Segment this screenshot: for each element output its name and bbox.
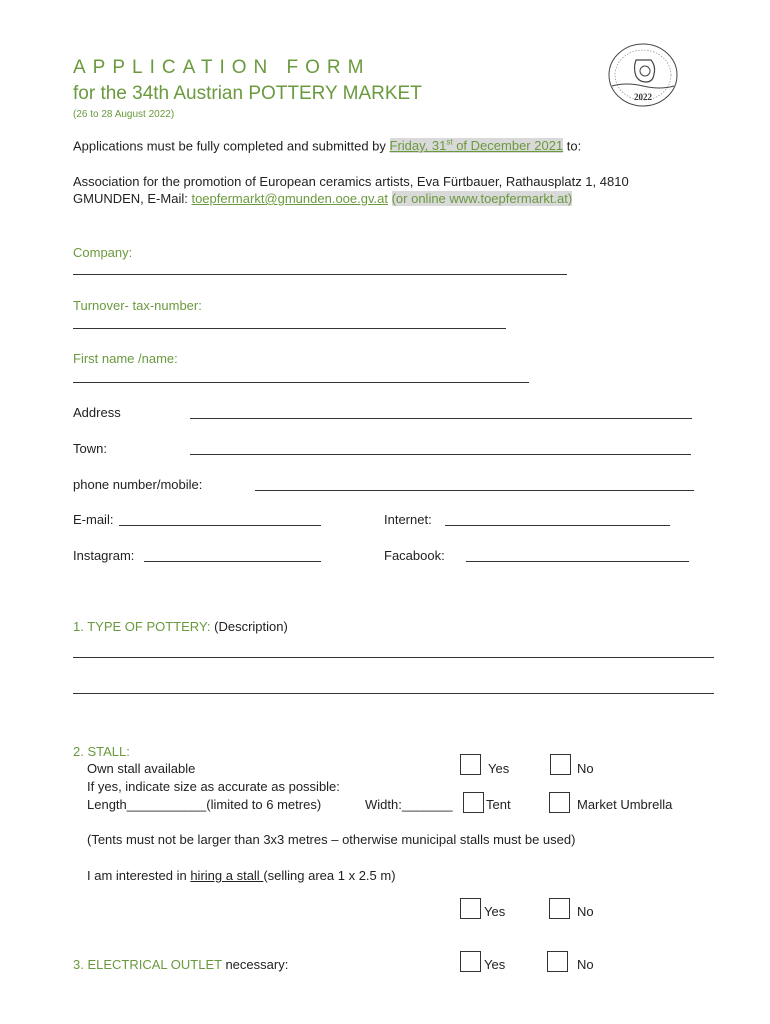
size-note: If yes, indicate size as accurate as possible: [87,779,340,794]
name-field[interactable] [73,382,529,383]
facebook-field[interactable] [466,561,689,562]
umbrella-checkbox[interactable] [549,792,570,813]
facebook-label: Facabook: [384,548,445,563]
own-stall-no-checkbox[interactable] [550,754,571,775]
company-field[interactable] [73,274,567,275]
association-address-line1: Association for the promotion of European ceramics artists, Eva Fürtbauer, Rathausplatz 1, 4810 [73,174,629,189]
tent-checkbox[interactable] [463,792,484,813]
association-address-line2: GMUNDEN, E-Mail: toepfermarkt@gmunden.ooe.gv.at (or online www.toepfermarkt.at) [73,191,573,206]
deadline-date: Friday, 31st of December 2021 [389,138,564,154]
hire-stall-yes-label: Yes [484,904,506,919]
email-link[interactable]: toepfermarkt@gmunden.ooe.gv.at [191,191,388,206]
name-label: First name /name: [73,351,178,366]
stall-heading: 2. STALL: [73,744,130,759]
own-stall-yes-checkbox[interactable] [460,754,481,775]
electrical-yes-checkbox[interactable] [460,951,481,972]
hire-stall-no-label: No [577,904,594,919]
internet-field[interactable] [445,525,670,526]
electrical-no-label: No [577,957,594,972]
tent-label: Tent [486,797,511,812]
town-field[interactable] [190,454,691,455]
hire-stall-text: I am interested in hiring a stall (selling area 1 x 2.5 m) [87,868,396,883]
electrical-yes-label: Yes [484,957,506,972]
logo-year: 2022 [634,92,652,102]
own-stall-no-label: No [577,761,594,776]
form-title: APPLICATION FORM [73,57,371,78]
online-link[interactable]: (or online www.toepfermarkt.at) [391,191,573,206]
address-label: Address [73,405,121,420]
instagram-field[interactable] [144,561,321,562]
electrical-no-checkbox[interactable] [547,951,568,972]
tax-number-label: Turnover- tax-number: [73,298,202,313]
hire-stall-no-checkbox[interactable] [549,898,570,919]
phone-label: phone number/mobile: [73,477,203,492]
town-label: Town: [73,441,107,456]
width-field[interactable]: Width:_______ [365,797,453,812]
email-label: E-mail: [73,512,114,527]
pottery-market-logo [606,42,680,108]
length-field[interactable]: Length___________(limited to 6 metres) [87,797,322,812]
deadline-text: Applications must be fully completed and submitted by Friday, 31st of December 2021 to: [73,138,582,154]
internet-label: Internet: [384,512,432,527]
event-dates: (26 to 28 August 2022) [73,109,175,120]
company-label: Company: [73,245,133,260]
email-field[interactable] [119,525,321,526]
own-stall-label: Own stall available [87,761,196,776]
electrical-outlet-heading: 3. ELECTRICAL OUTLET necessary: [73,957,289,972]
instagram-label: Instagram: [73,548,135,563]
own-stall-yes-label: Yes [488,761,510,776]
hire-stall-yes-checkbox[interactable] [460,898,481,919]
tents-size-note: (Tents must not be larger than 3x3 metres – otherwise municipal stalls must be used) [87,832,576,847]
form-subtitle: for the 34th Austrian POTTERY MARKET [73,83,422,104]
tax-number-field[interactable] [73,328,506,329]
address-field[interactable] [190,418,692,419]
phone-field[interactable] [255,490,694,491]
pottery-type-heading: 1. TYPE OF POTTERY: (Description) [73,619,288,634]
umbrella-label: Market Umbrella [577,797,673,812]
pottery-description-line-2[interactable] [73,693,714,694]
pottery-description-line-1[interactable] [73,657,714,658]
